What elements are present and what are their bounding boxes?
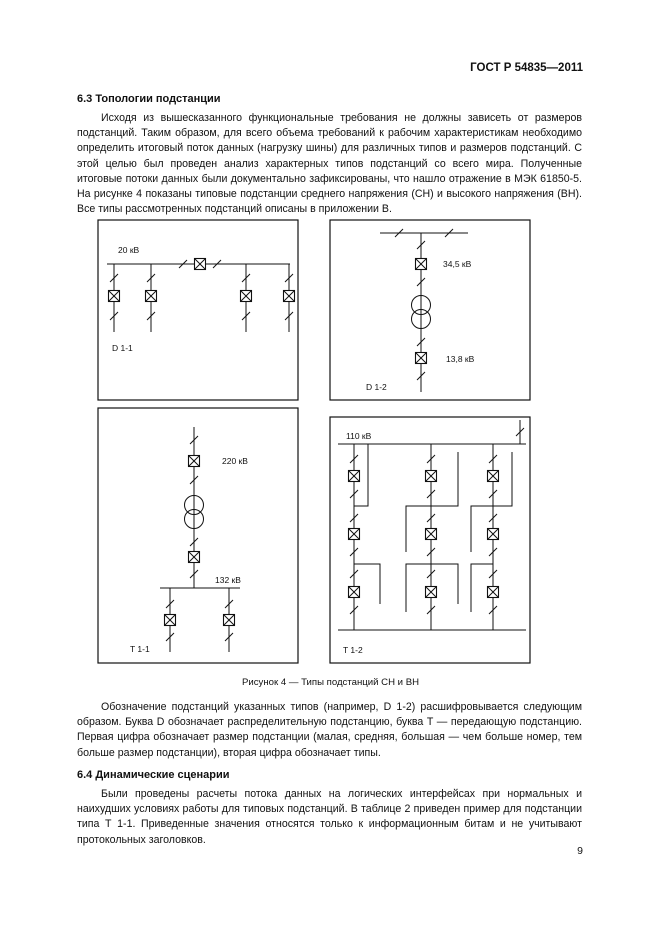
voltage-label-low: 132 кВ bbox=[215, 575, 241, 585]
diagram-t1-1 bbox=[98, 408, 298, 663]
diagram-t1-2 bbox=[330, 417, 530, 663]
diagram-label: T 1-2 bbox=[343, 645, 363, 655]
paragraph-topologies: Исходя из вышесказанного функциональные требования не должны зависеть от размеров подстанций. Таким образом, для всего объема требований к рабочим характеристикам необходимо определить итоговый поток данных (нагрузку шины) для различных типов и размеров подстанций. С этой целью был проведен анализ характерных типов подстанций со всего мира. Полученные итоговые потоки данных были документально зафиксированы, что нашло отражение в МЭК 61850-5. На рисунке 4 показаны типовые подстанции среднего напряжения (СН) и высокого напряжения (ВН). Все типы рассмотренных подстанций описаны в приложении В. bbox=[77, 112, 582, 216]
feeder-bay bbox=[165, 588, 176, 652]
voltage-label-high: 220 кВ bbox=[222, 456, 248, 466]
feeder-bay bbox=[146, 264, 157, 332]
section-heading-6-3: 6.3 Топологии подстанции bbox=[77, 93, 221, 105]
feeder-bay bbox=[284, 264, 295, 332]
feeder-bay bbox=[224, 588, 235, 652]
figure-caption: Рисунок 4 — Типы подстанций СН и ВН bbox=[241, 677, 420, 688]
diagram-label: D 1-2 bbox=[366, 382, 387, 392]
substation-types-figure bbox=[90, 212, 540, 670]
voltage-label: 110 кВ bbox=[346, 431, 372, 441]
section-heading-6-4: 6.4 Динамические сценарии bbox=[77, 769, 230, 781]
diameter-middle bbox=[406, 444, 458, 630]
feeder-bay bbox=[109, 264, 120, 332]
breaker bbox=[189, 552, 200, 563]
breaker bbox=[416, 353, 427, 364]
paragraph-dynamic-scenarios: Были проведены расчеты потока данных на логических интерфейсах при нормальных и наихудших условиях работы для типовых подстанций. В таблице 2 приведен пример для подстанции типа Т 1-1. Приведенные значения относятся только к информационным битам и не учитывают протокольных заголовков. bbox=[77, 788, 582, 846]
breaker bbox=[416, 259, 427, 270]
breaker bbox=[189, 456, 200, 467]
diagram-label: T 1-1 bbox=[130, 644, 150, 654]
voltage-label-high: 34,5 кВ bbox=[443, 259, 472, 269]
diameter-right bbox=[471, 444, 512, 630]
diagram-frame bbox=[98, 408, 298, 663]
voltage-label-low: 13,8 кВ bbox=[446, 354, 475, 364]
diagram-d1-2 bbox=[330, 220, 530, 400]
diagram-label: D 1-1 bbox=[112, 343, 133, 353]
document-standard-number: ГОСТ Р 54835—2011 bbox=[470, 62, 583, 74]
feeder-bay bbox=[241, 264, 252, 332]
page-number: 9 bbox=[577, 845, 583, 857]
diagram-d1-1 bbox=[98, 220, 298, 400]
bus-coupler-breaker bbox=[195, 259, 206, 270]
diagram-frame bbox=[330, 220, 530, 400]
diameter-left bbox=[349, 444, 381, 630]
voltage-label: 20 кВ bbox=[118, 245, 140, 255]
paragraph-designation: Обозначение подстанций указанных типов (например, D 1-2) расшифровывается следующим образом. Буква D обозначает распределительную подстанцию, буква T — передающую подстанцию. Первая цифра обозначает размер подстанции (малая, средняя, большая — чем больше номер, тем больше размер подстанции), вторая цифра обозначает типы. bbox=[77, 701, 582, 759]
